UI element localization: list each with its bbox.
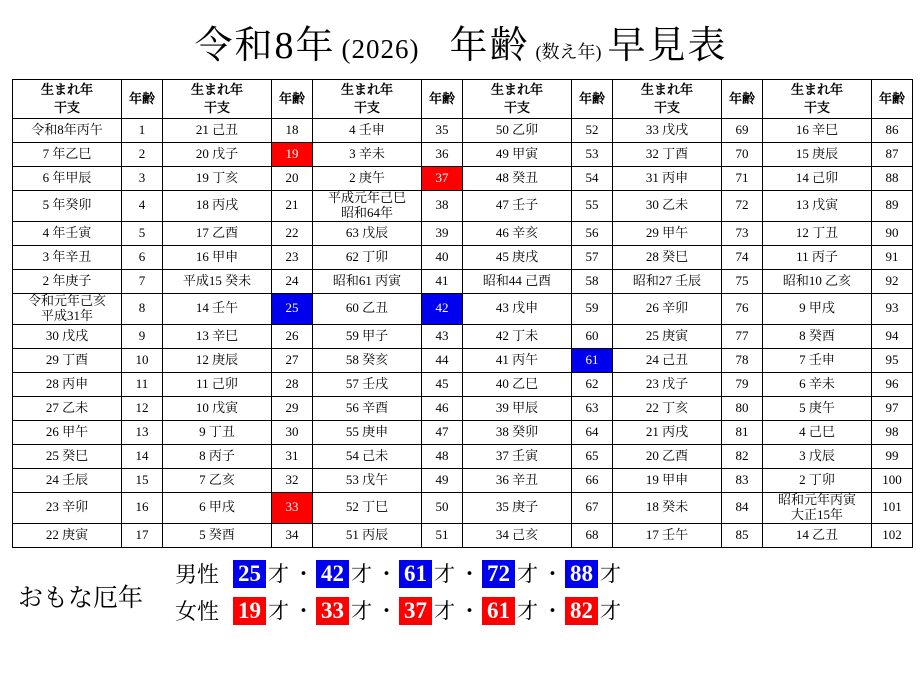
title-era: 令和8年 [194,25,336,67]
birth-year-cell: 7 乙亥 [163,468,272,492]
age-unit: 才 [268,561,290,586]
age-cell: 94 [872,324,913,348]
birth-year-cell: 22 丁亥 [613,396,722,420]
birth-year-cell: 30 乙未 [613,191,722,222]
age-cell: 87 [872,143,913,167]
table-row [13,269,913,293]
birth-year-cell: 9 甲戌 [763,293,872,324]
birth-year-cell: 57 壬戌 [313,372,422,396]
age-cell: 9 [122,324,163,348]
header-birth-line1: 生まれ年 [790,82,843,98]
birth-year-cell: 48 癸丑 [463,167,572,191]
header-birth-6 [763,80,872,119]
birth-year-cell: 27 乙未 [13,396,122,420]
age-cell: 77 [722,324,763,348]
birth-year-cell: 20 戊子 [163,143,272,167]
age-cell: 27 [272,348,313,372]
age-table-wrapper [0,79,922,548]
age-cell: 63 [572,396,613,420]
age-cell: 84 [722,492,763,523]
birth-year-cell: 24 己丑 [613,348,722,372]
birth-year-cell: 35 庚子 [463,492,572,523]
birth-year-cell: 12 庚辰 [163,348,272,372]
birth-year-cell: 55 庚申 [313,420,422,444]
age-cell: 15 [122,468,163,492]
header-age-4: 年齢 [572,80,613,119]
age-cell: 30 [272,420,313,444]
birth-year-cell: 18 癸未 [613,492,722,523]
age-cell: 3 [122,167,163,191]
age-table-head [13,80,913,119]
age-cell: 32 [272,468,313,492]
age-cell: 93 [872,293,913,324]
age-cell: 49 [422,468,463,492]
birth-year-cell: 14 乙丑 [763,523,872,547]
age-cell: 78 [722,348,763,372]
age-cell: 58 [572,269,613,293]
birth-year-cell: 45 庚戌 [463,245,572,269]
birth-year-cell: 23 辛卯 [13,492,122,523]
age-table [12,79,913,548]
unlucky-age-chip: 88 [565,560,598,588]
age-cell: 28 [272,372,313,396]
header-age-1: 年齢 [122,80,163,119]
table-row [13,324,913,348]
birth-year-cell: 14 壬午 [163,293,272,324]
table-row [13,293,913,324]
age-cell: 101 [872,492,913,523]
age-cell: 36 [422,143,463,167]
birth-year-cell: 63 戊辰 [313,221,422,245]
birth-year-cell: 14 己卯 [763,167,872,191]
age-separator: ・ [376,561,398,586]
unlucky-age-chip: 72 [482,560,515,588]
age-cell: 26 [272,324,313,348]
table-row [13,523,913,547]
table-row [13,167,913,191]
age-cell: 83 [722,468,763,492]
age-cell: 56 [572,221,613,245]
birth-year-cell: 2 庚午 [313,167,422,191]
birth-year-cell: 令和元年己亥 平成31年 [13,293,122,324]
birth-year-cell: 29 甲午 [613,221,722,245]
birth-year-cell: 25 庚寅 [613,324,722,348]
birth-year-cell: 11 己卯 [163,372,272,396]
header-age-5: 年齢 [722,80,763,119]
age-cell: 62 [572,372,613,396]
age-unit: 才 [351,598,373,623]
birth-year-cell: 19 甲申 [613,468,722,492]
header-birth-line2: 干支 [653,100,680,115]
age-cell: 96 [872,372,913,396]
age-unit: 才 [434,561,456,586]
age-separator: ・ [542,598,564,623]
age-cell: 100 [872,468,913,492]
age-cell: 5 [122,221,163,245]
age-cell: 76 [722,293,763,324]
birth-year-cell: 5 年癸卯 [13,191,122,222]
birth-year-cell: 28 丙申 [13,372,122,396]
birth-year-cell: 49 甲寅 [463,143,572,167]
age-cell: 73 [722,221,763,245]
age-cell: 17 [122,523,163,547]
age-cell: 34 [272,523,313,547]
age-cell: 65 [572,444,613,468]
unlucky-age-chip: 61 [482,597,515,625]
birth-year-cell: 21 己丑 [163,119,272,143]
birth-year-cell: 43 戊申 [463,293,572,324]
age-unit: 才 [268,598,290,623]
unlucky-years-rows [155,558,623,626]
age-cell: 21 [272,191,313,222]
table-row [13,119,913,143]
age-unit: 才 [351,561,373,586]
birth-year-cell: 8 丙子 [163,444,272,468]
age-unit: 才 [600,561,622,586]
birth-year-cell: 7 壬申 [763,348,872,372]
age-cell: 54 [572,167,613,191]
age-cell: 39 [422,221,463,245]
table-row [13,420,913,444]
header-birth-3 [313,80,422,119]
age-cell: 23 [272,245,313,269]
age-cell: 91 [872,245,913,269]
age-cell: 95 [872,348,913,372]
header-birth-line2: 干支 [503,100,530,115]
age-cell: 4 [122,191,163,222]
age-cell: 97 [872,396,913,420]
age-separator: ・ [293,561,315,586]
unlucky-years-label: おもな厄年 [18,584,144,612]
birth-year-cell: 60 乙丑 [313,293,422,324]
birth-year-cell: 18 丙戌 [163,191,272,222]
header-birth-line1: 生まれ年 [40,82,93,98]
birth-year-cell: 平成元年己巳 昭和64年 [313,191,422,222]
birth-year-cell: 13 戊寅 [763,191,872,222]
age-cell: 61 [572,348,613,372]
age-cell: 18 [272,119,313,143]
birth-year-cell: 昭和元年丙寅 大正15年 [763,492,872,523]
table-row [13,372,913,396]
birth-year-cell: 昭和44 己酉 [463,269,572,293]
age-cell: 47 [422,420,463,444]
birth-year-cell: 28 癸巳 [613,245,722,269]
unlucky-age-chip: 61 [399,560,432,588]
header-age-6: 年齢 [872,80,913,119]
birth-year-cell: 昭和27 壬辰 [613,269,722,293]
birth-year-cell: 58 癸亥 [313,348,422,372]
age-separator: ・ [542,561,564,586]
age-cell: 71 [722,167,763,191]
birth-year-cell: 30 戊戌 [13,324,122,348]
age-cell: 8 [122,293,163,324]
birth-year-cell: 5 癸酉 [163,523,272,547]
birth-year-cell: 2 年庚子 [13,269,122,293]
unlucky-age-chip: 19 [233,597,266,625]
age-separator: ・ [459,561,481,586]
age-cell: 12 [122,396,163,420]
age-cell: 16 [122,492,163,523]
male-ages [233,558,623,588]
age-cell: 29 [272,396,313,420]
birth-year-cell: 9 丁丑 [163,420,272,444]
table-row [13,492,913,523]
table-row [13,348,913,372]
birth-year-cell: 15 庚辰 [763,143,872,167]
title-kind: 早見表 [607,25,728,67]
age-cell: 74 [722,245,763,269]
header-birth-2 [163,80,272,119]
unlucky-age-chip: 33 [316,597,349,625]
birth-year-cell: 11 丙子 [763,245,872,269]
title-subject: 年齢 [449,25,530,67]
age-cell: 75 [722,269,763,293]
unlucky-age-chip: 25 [233,560,266,588]
birth-year-cell: 12 丁丑 [763,221,872,245]
birth-year-cell: 25 癸巳 [13,444,122,468]
header-age-3: 年齢 [422,80,463,119]
age-cell: 41 [422,269,463,293]
age-cell: 92 [872,269,913,293]
age-table-body [13,119,913,548]
birth-year-cell: 21 丙戌 [613,420,722,444]
birth-year-cell: 59 甲子 [313,324,422,348]
birth-year-cell: 令和8年丙午 [13,119,122,143]
age-cell: 19 [272,143,313,167]
birth-year-cell: 4 己巳 [763,420,872,444]
birth-year-cell: 34 己亥 [463,523,572,547]
age-unit: 才 [517,561,539,586]
table-row [13,143,913,167]
header-birth-1 [13,80,122,119]
birth-year-cell: 4 壬申 [313,119,422,143]
age-cell: 14 [122,444,163,468]
header-birth-line1: 生まれ年 [190,82,243,98]
age-cell: 70 [722,143,763,167]
birth-year-cell: 39 甲辰 [463,396,572,420]
age-cell: 24 [272,269,313,293]
table-row [13,191,913,222]
age-cell: 90 [872,221,913,245]
age-cell: 89 [872,191,913,222]
table-row [13,396,913,420]
age-cell: 57 [572,245,613,269]
age-cell: 67 [572,492,613,523]
age-cell: 10 [122,348,163,372]
age-cell: 80 [722,396,763,420]
header-birth-line2: 干支 [203,100,230,115]
table-row [13,468,913,492]
birth-year-cell: 17 乙酉 [163,221,272,245]
unlucky-age-chip: 42 [316,560,349,588]
birth-year-cell: 10 戊寅 [163,396,272,420]
birth-year-cell: 22 庚寅 [13,523,122,547]
birth-year-cell: 50 乙卯 [463,119,572,143]
age-unit: 才 [517,598,539,623]
age-cell: 48 [422,444,463,468]
age-cell: 45 [422,372,463,396]
age-cell: 33 [272,492,313,523]
age-cell: 43 [422,324,463,348]
table-row [13,245,913,269]
age-cell: 85 [722,523,763,547]
age-cell: 1 [122,119,163,143]
birth-year-cell: 3 戊辰 [763,444,872,468]
unlucky-years-male-row [175,558,623,589]
age-cell: 60 [572,324,613,348]
age-cell: 86 [872,119,913,143]
birth-year-cell: 26 辛卯 [613,293,722,324]
age-cell: 2 [122,143,163,167]
birth-year-cell: 6 辛未 [763,372,872,396]
header-birth-4 [463,80,572,119]
age-cell: 6 [122,245,163,269]
birth-year-cell: 昭和61 丙寅 [313,269,422,293]
age-unit: 才 [600,598,622,623]
birth-year-cell: 62 丁卯 [313,245,422,269]
birth-year-cell: 37 壬寅 [463,444,572,468]
birth-year-cell: 19 丁亥 [163,167,272,191]
age-unit: 才 [434,598,456,623]
age-cell: 68 [572,523,613,547]
birth-year-cell: 平成15 癸未 [163,269,272,293]
birth-year-cell: 31 丙申 [613,167,722,191]
title-note: (数え年) [535,42,602,62]
birth-year-cell: 52 丁巳 [313,492,422,523]
age-cell: 82 [722,444,763,468]
female-ages [233,595,623,625]
unlucky-age-chip: 82 [565,597,598,625]
age-cell: 52 [572,119,613,143]
male-label: 男性 [175,561,220,587]
birth-year-cell: 3 辛未 [313,143,422,167]
birth-year-cell: 46 辛亥 [463,221,572,245]
age-cell: 20 [272,167,313,191]
header-birth-5 [613,80,722,119]
age-cell: 98 [872,420,913,444]
birth-year-cell: 23 戊子 [613,372,722,396]
age-cell: 22 [272,221,313,245]
age-cell: 35 [422,119,463,143]
table-header-row [13,80,913,119]
age-cell: 64 [572,420,613,444]
birth-year-cell: 6 甲戌 [163,492,272,523]
birth-year-cell: 36 辛丑 [463,468,572,492]
age-cell: 79 [722,372,763,396]
unlucky-years-female-row [175,595,623,626]
birth-year-cell: 昭和10 乙亥 [763,269,872,293]
age-cell: 53 [572,143,613,167]
header-age-2: 年齢 [272,80,313,119]
title-western-year: (2026) [341,34,420,64]
header-birth-line2: 干支 [353,100,380,115]
age-cell: 46 [422,396,463,420]
birth-year-cell: 3 年辛丑 [13,245,122,269]
age-cell: 31 [272,444,313,468]
birth-year-cell: 13 辛巳 [163,324,272,348]
age-cell: 88 [872,167,913,191]
age-cell: 102 [872,523,913,547]
age-cell: 42 [422,293,463,324]
birth-year-cell: 16 甲申 [163,245,272,269]
birth-year-cell: 56 辛酉 [313,396,422,420]
birth-year-cell: 7 年乙巳 [13,143,122,167]
age-cell: 11 [122,372,163,396]
birth-year-cell: 54 己未 [313,444,422,468]
birth-year-cell: 20 乙酉 [613,444,722,468]
female-label: 女性 [175,598,220,624]
birth-year-cell: 42 丁未 [463,324,572,348]
birth-year-cell: 24 壬辰 [13,468,122,492]
birth-year-cell: 40 乙巳 [463,372,572,396]
age-cell: 38 [422,191,463,222]
age-cell: 7 [122,269,163,293]
table-row [13,444,913,468]
age-cell: 44 [422,348,463,372]
age-cell: 25 [272,293,313,324]
age-separator: ・ [459,598,481,623]
birth-year-cell: 53 戊午 [313,468,422,492]
age-cell: 81 [722,420,763,444]
birth-year-cell: 8 癸酉 [763,324,872,348]
birth-year-cell: 32 丁酉 [613,143,722,167]
age-separator: ・ [293,598,315,623]
birth-year-cell: 17 壬午 [613,523,722,547]
age-cell: 66 [572,468,613,492]
birth-year-cell: 47 壬子 [463,191,572,222]
header-birth-line2: 干支 [53,100,80,115]
header-birth-line1: 生まれ年 [490,82,543,98]
birth-year-cell: 33 戊戌 [613,119,722,143]
unlucky-age-chip: 37 [399,597,432,625]
birth-year-cell: 41 丙午 [463,348,572,372]
birth-year-cell: 29 丁酉 [13,348,122,372]
age-cell: 55 [572,191,613,222]
birth-year-cell: 6 年甲辰 [13,167,122,191]
birth-year-cell: 5 庚午 [763,396,872,420]
page-title [0,0,922,79]
header-birth-line1: 生まれ年 [340,82,393,98]
age-cell: 40 [422,245,463,269]
age-cell: 69 [722,119,763,143]
table-row [13,221,913,245]
birth-year-cell: 26 甲午 [13,420,122,444]
age-cell: 37 [422,167,463,191]
unlucky-years-section [0,548,922,626]
birth-year-cell: 38 癸卯 [463,420,572,444]
age-cell: 72 [722,191,763,222]
birth-year-cell: 4 年壬寅 [13,221,122,245]
birth-year-cell: 51 丙辰 [313,523,422,547]
age-cell: 59 [572,293,613,324]
age-cell: 50 [422,492,463,523]
header-birth-line2: 干支 [803,100,830,115]
age-cell: 13 [122,420,163,444]
age-separator: ・ [376,598,398,623]
birth-year-cell: 16 辛巳 [763,119,872,143]
birth-year-cell: 2 丁卯 [763,468,872,492]
age-cell: 51 [422,523,463,547]
age-cell: 99 [872,444,913,468]
header-birth-line1: 生まれ年 [640,82,693,98]
